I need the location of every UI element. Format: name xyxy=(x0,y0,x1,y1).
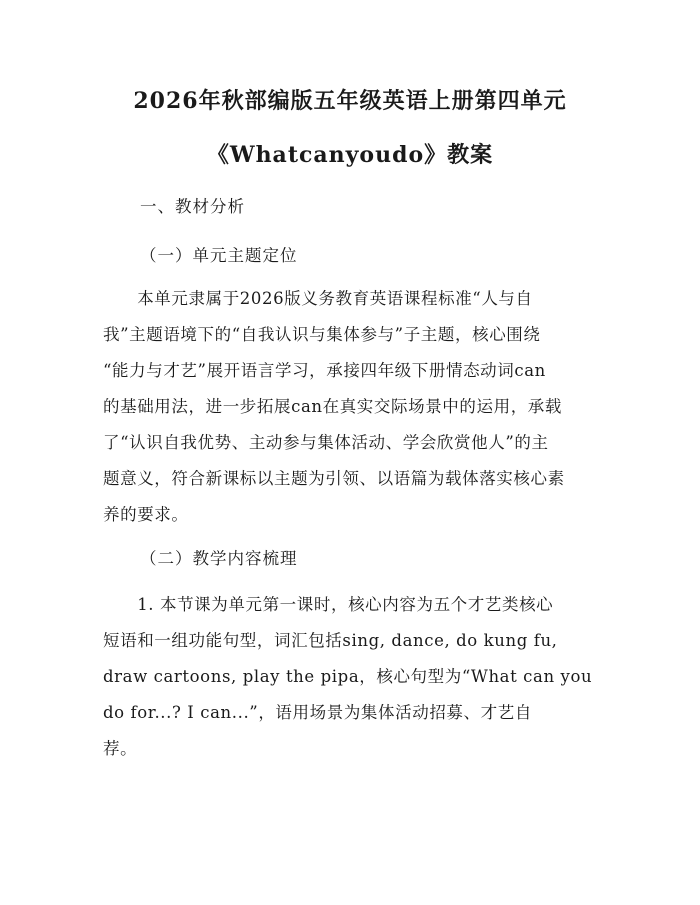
paragraph-line: “能力与才艺”展开语言学习，承接四年级下册情态动词can xyxy=(103,361,546,380)
paragraph-line: 我”主题语境下的“自我认识与集体参与”子主题，核心围绕 xyxy=(103,325,541,344)
paragraph-unit-theme xyxy=(103,281,603,533)
subsection-heading-teaching-content: （二）教学内容梳理 xyxy=(140,549,298,568)
paragraph-line: 的基础用法，进一步拓展can在真实交际场景中的运用，承载 xyxy=(103,397,563,416)
document-title-line-1: 2026年秋部编版五年级英语上册第四单元 xyxy=(133,88,567,114)
paragraph-line: draw cartoons, play the pipa，核心句型为“What can you xyxy=(103,667,593,686)
paragraph-line: 荐。 xyxy=(103,739,138,758)
paragraph-line: 题意义，符合新课标以主题为引领、以语篇为载体落实核心素 xyxy=(103,469,565,488)
paragraph-line: 短语和一组功能句型，词汇包括sing, dance, do kung fu, xyxy=(103,631,558,650)
paragraph-line: 1. 本节课为单元第一课时，核心内容为五个才艺类核心 xyxy=(103,595,554,614)
paragraph-line: do for...? I can...”，语用场景为集体活动招募、才艺自 xyxy=(103,703,532,722)
paragraph-line: 养的要求。 xyxy=(103,505,189,524)
section-heading-textbook-analysis: 一、教材分析 xyxy=(140,197,245,216)
document-title-line-2: 《Whatcanyoudo》教案 xyxy=(206,142,494,168)
paragraph-line: 了“认识自我优势、主动参与集体活动、学会欣赏他人”的主 xyxy=(103,433,549,452)
paragraph-line: 本单元隶属于2026版义务教育英语课程标准“人与自 xyxy=(103,289,533,308)
paragraph-teaching-content xyxy=(103,587,603,767)
subsection-heading-unit-theme: （一）单元主题定位 xyxy=(140,246,298,265)
